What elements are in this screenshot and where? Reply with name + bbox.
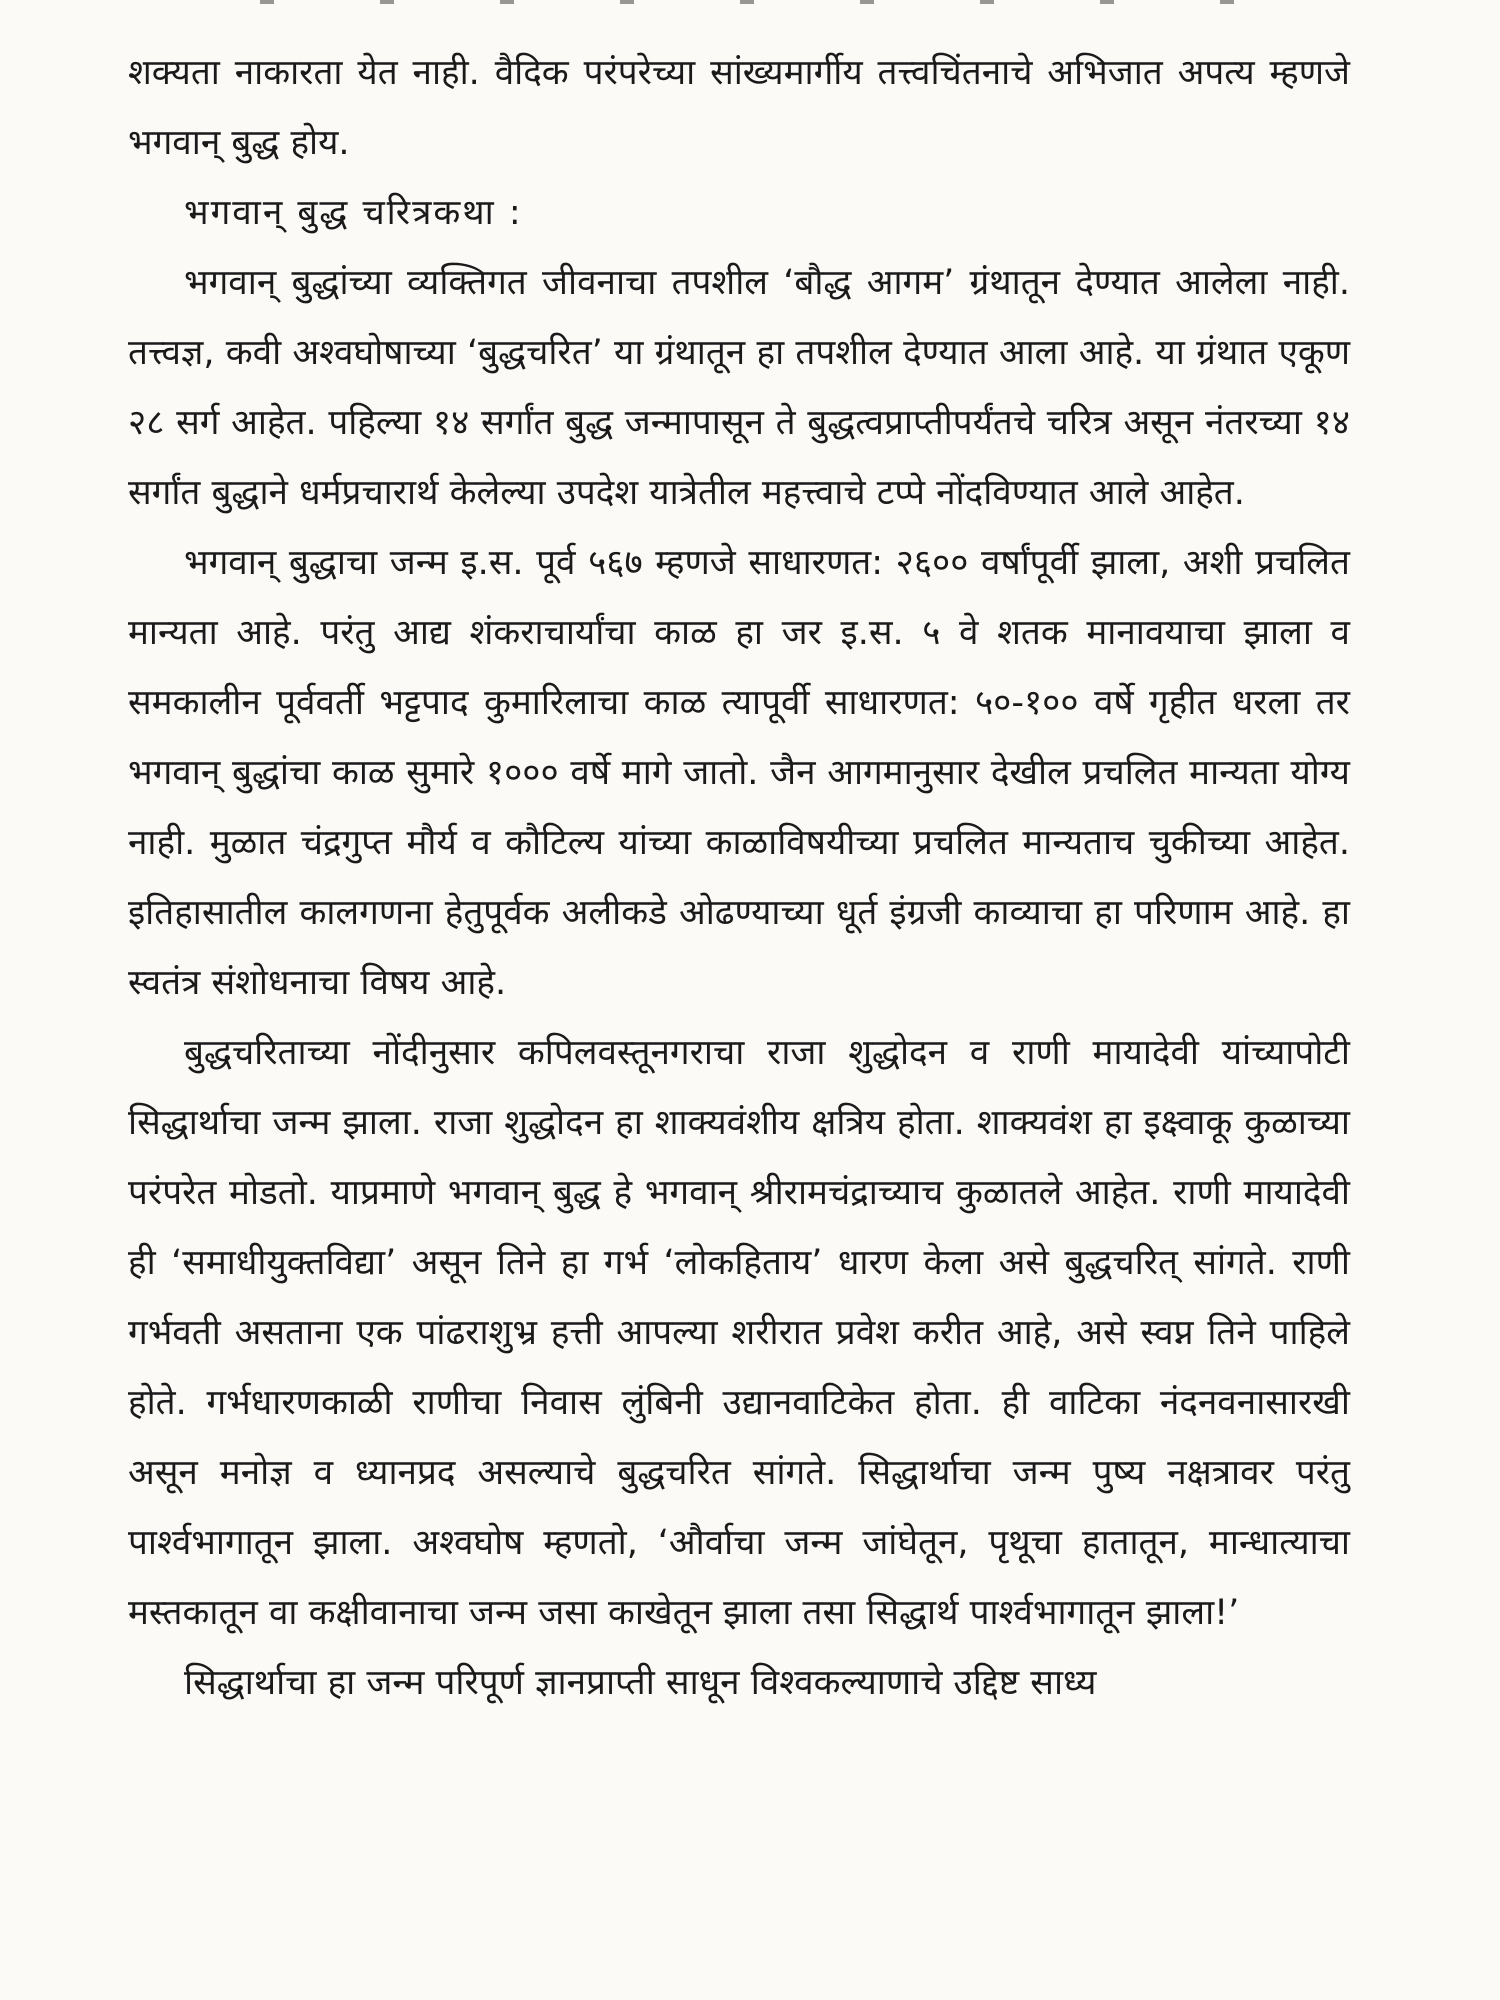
- cut-off-line-fragment: [260, 0, 1260, 4]
- paragraph-siddhartha-purpose: सिद्धार्थाचा हा जन्म परिपूर्ण ज्ञानप्राप्ती साधून विश्वकल्याणाचे उद्दिष्ट साध्य: [184, 1663, 1097, 1703]
- paragraph-buddha-date: भगवान् बुद्धाचा जन्म इ.स. पूर्व ५६७ म्हणजे साधारणत: २६०० वर्षांपूर्वी झाला, अशी प्रचलित मान्यता आहे. परंतु आद्य शंकराचार्यांचा काळ हा जर इ.स. ५ वे शतक मानावयाचा झाला व समकालीन पूर्ववर्ती भट्टपाद कुमारिलाचा काळ त्यापूर्वी साधारणत: ५०-१०० वर्षे गृहीत धरला तर भगवान् बुद्धांचा काळ सुमारे १००० वर्षे मागे जातो. जैन आगमानुसार देखील प्रचलित मान्यता योग्य नाही. मुळात चंद्रगुप्त मौर्य व कौटिल्य यांच्या काळाविषयीच्या प्रचलित मान्यताच चुकीच्या आहेत. इतिहासातील कालगणना हेतुपूर्वक अलीकडे ओढण्याच्या धूर्त इंग्रजी काव्याचा हा परिणाम आहे. हा स्वतंत्र संशोधनाचा विषय आहे.: [128, 543, 1350, 1003]
- section-heading: भगवान् बुद्ध चरित्रकथा :: [184, 193, 523, 233]
- paragraph-continuation: शक्यता नाकारता येत नाही. वैदिक परंपरेच्या सांख्यमार्गीय तत्त्वचिंतनाचे अभिजात अपत्य म्हणजे भगवान् बुद्ध होय.: [128, 53, 1350, 163]
- paragraph-buddha-birth: बुद्धचरिताच्या नोंदीनुसार कपिलवस्तूनगराचा राजा शुद्धोदन व राणी मायादेवी यांच्यापोटी सिद्धार्थाचा जन्म झाला. राजा शुद्धोदन हा शाक्यवंशीय क्षत्रिय होता. शाक्यवंश हा इक्ष्वाकू कुळाच्या परंपरेत मोडतो. याप्रमाणे भगवान् बुद्ध हे भगवान् श्रीरामचंद्राच्याच कुळातले आहेत. राणी मायादेवी ही ‘समाधीयुक्तविद्या’ असून तिने हा गर्भ ‘लोकहिताय’ धारण केला असे बुद्धचरित् सांगते. राणी गर्भवती असताना एक पांढराशुभ्र हत्ती आपल्या शरीरात प्रवेश करीत आहे, असे स्वप्न तिने पाहिले होते. गर्भधारणकाळी राणीचा निवास लुंबिनी उद्यानवाटिकेत होता. ही वाटिका नंदनवनासारखी असून मनोज्ञ व ध्यानप्रद असल्याचे बुद्धचरित सांगते. सिद्धार्थाचा जन्म पुष्य नक्षत्रावर परंतु पार्श्वभागातून झाला. अश्वघोष म्हणतो, ‘और्वाचा जन्म जांघेतून, पृथूचा हातातून, मान्धात्याचा मस्तकातून वा कक्षीवानाचा जन्म जसा काखेतून झाला तसा सिद्धार्थ पार्श्वभागातून झाला!’: [128, 1033, 1350, 1633]
- paragraph-buddha-life-sources: भगवान् बुद्धांच्या व्यक्तिगत जीवनाचा तपशील ‘बौद्ध आगम’ ग्रंथातून देण्यात आलेला नाही. तत्त्वज्ञ, कवी अश्वघोषाच्या ‘बुद्धचरित’ या ग्रंथातून हा तपशील देण्यात आला आहे. या ग्रंथात एकूण २८ सर्ग आहेत. पहिल्या १४ सर्गांत बुद्ध जन्मापासून ते बुद्धत्वप्राप्तीपर्यंतचे चरित्र असून नंतरच्या १४ सर्गांत बुद्धाने धर्मप्रचारार्थ केलेल्या उपदेश यात्रेतील महत्त्वाचे टप्पे नोंदविण्यात आले आहेत.: [128, 263, 1350, 513]
